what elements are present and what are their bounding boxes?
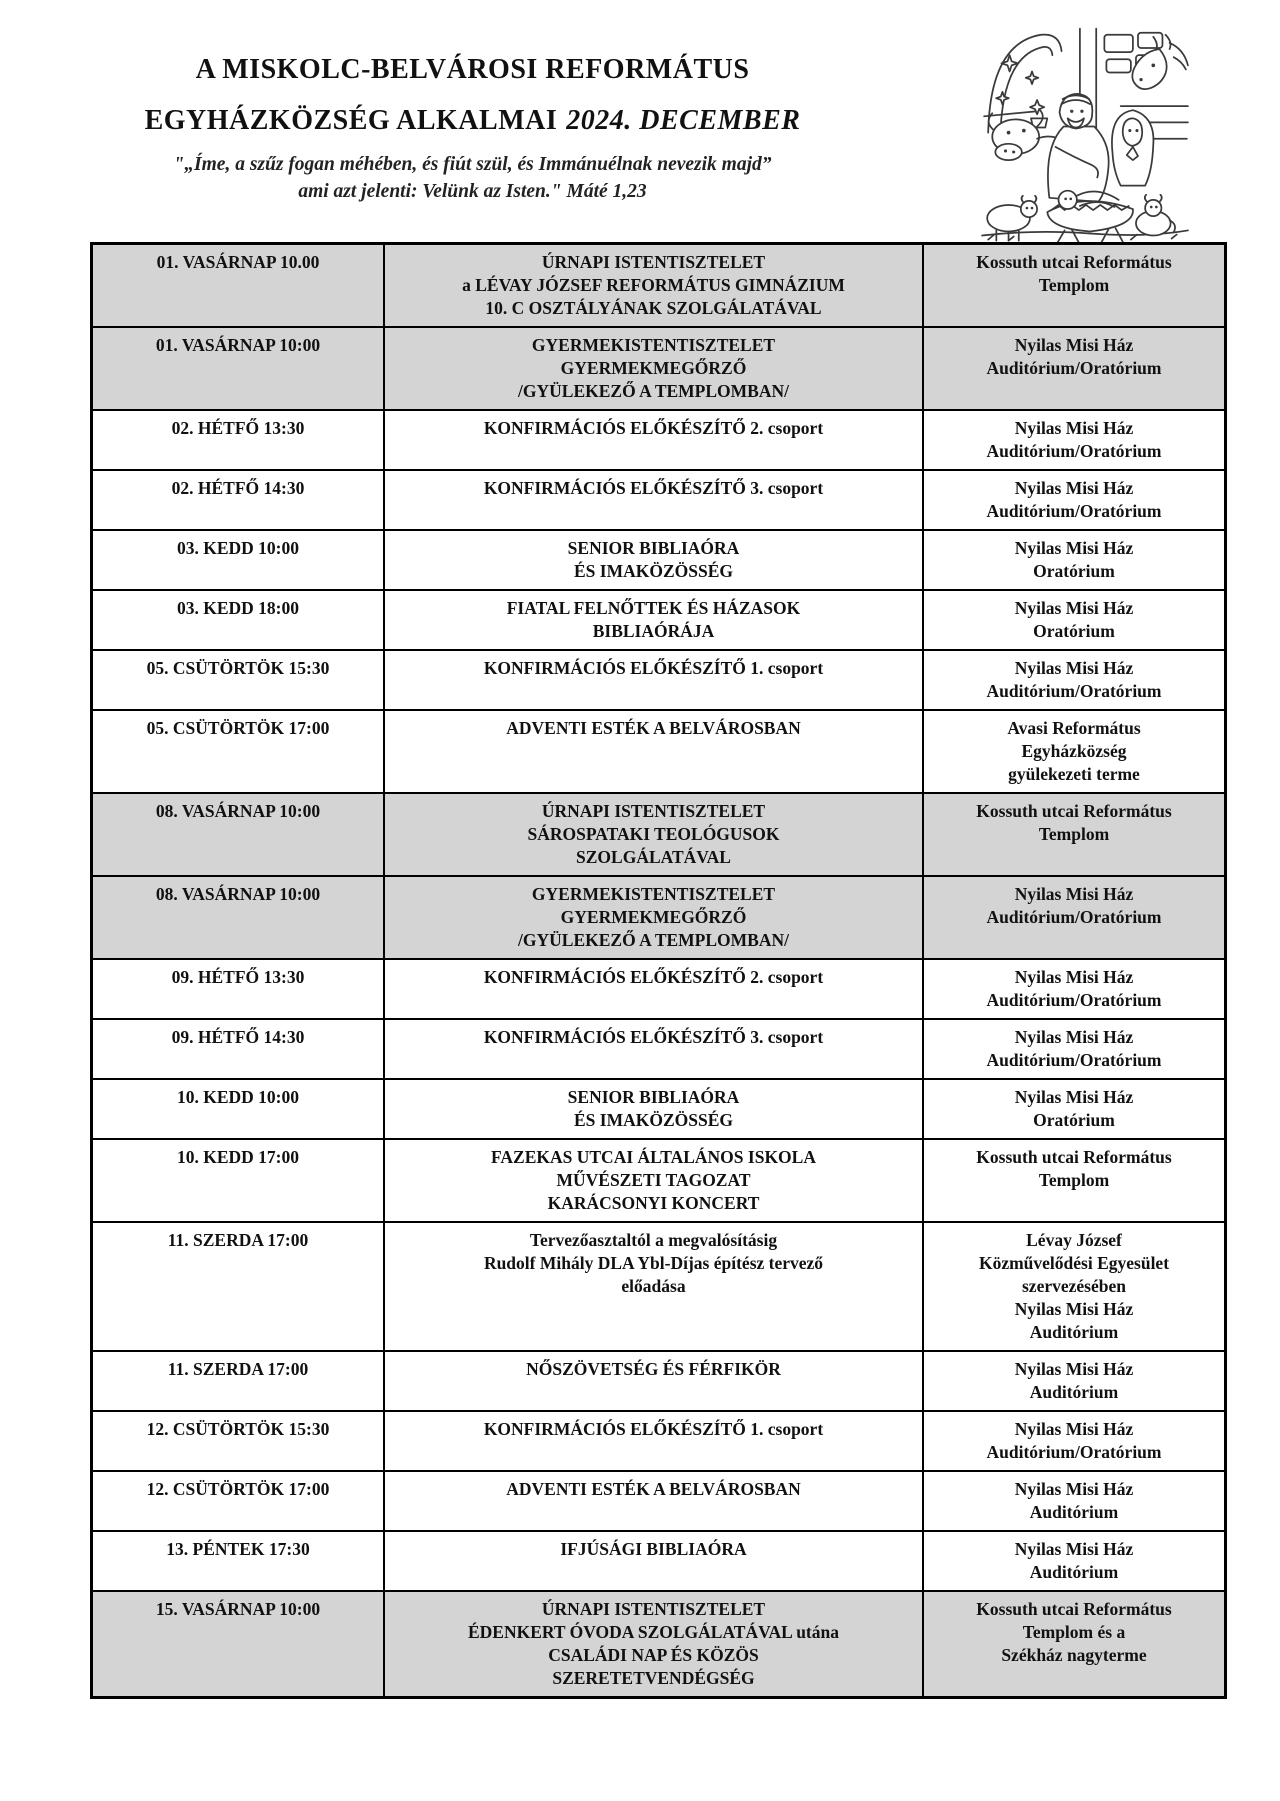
event-cell	[384, 1411, 923, 1471]
date-cell	[92, 1139, 385, 1222]
event-cell	[384, 530, 923, 590]
location-cell	[923, 1079, 1226, 1139]
location-line: Kossuth utcai Református	[976, 1599, 1172, 1619]
date-cell	[92, 710, 385, 793]
event-line: KONFIRMÁCIÓS ELŐKÉSZÍTŐ 2. csoport	[483, 418, 824, 438]
date-cell	[92, 650, 385, 710]
location-cell	[923, 410, 1226, 470]
table-row	[92, 1411, 1226, 1471]
location-line: Auditórium	[1029, 1382, 1119, 1402]
location-line: Nyilas Misi Ház	[1014, 1479, 1134, 1499]
location-cell	[923, 1411, 1226, 1471]
date-cell	[92, 1471, 385, 1531]
event-line: NŐSZÖVETSÉG ÉS FÉRFIKÖR	[526, 1359, 781, 1379]
event-line: ÚRNAPI ISTENTISZTELET	[541, 801, 766, 821]
location-line: Nyilas Misi Ház	[1014, 1539, 1134, 1559]
event-line: Rudolf Mihály DLA Ybl-Díjas építész tervező	[483, 1253, 824, 1273]
event-line: 10. C OSZTÁLYÁNAK SZOLGÁLATÁVAL	[485, 298, 822, 318]
location-cell	[923, 793, 1226, 876]
location-cell	[923, 244, 1226, 328]
page-title-month: 2024. DECEMBER	[566, 105, 801, 136]
date-time-text: 09. HÉTFŐ 13:30	[171, 967, 305, 987]
event-line: /GYÜLEKEZŐ A TEMPLOMBAN/	[518, 930, 789, 950]
date-cell	[92, 1411, 385, 1471]
location-line: Auditórium/Oratórium	[986, 358, 1162, 378]
event-cell	[384, 1531, 923, 1591]
location-cell	[923, 1222, 1226, 1351]
table-row	[92, 710, 1226, 793]
date-time-text: 02. HÉTFŐ 14:30	[171, 478, 305, 498]
event-line: KONFIRMÁCIÓS ELŐKÉSZÍTŐ 3. csoport	[483, 1027, 824, 1047]
location-line: Nyilas Misi Ház	[1014, 538, 1134, 558]
event-cell	[384, 1471, 923, 1531]
date-time-text: 13. PÉNTEK 17:30	[166, 1539, 310, 1559]
table-row	[92, 530, 1226, 590]
location-line: Auditórium/Oratórium	[986, 441, 1162, 461]
document-header	[0, 0, 945, 203]
location-cell	[923, 1591, 1226, 1698]
location-line: Auditórium/Oratórium	[986, 501, 1162, 521]
date-time-text: 11. SZERDA 17:00	[167, 1230, 309, 1250]
location-line: Kossuth utcai Református	[976, 801, 1172, 821]
event-cell	[384, 1139, 923, 1222]
event-cell	[384, 1222, 923, 1351]
table-row	[92, 470, 1226, 530]
event-line: ADVENTI ESTÉK A BELVÁROSBAN	[506, 718, 801, 738]
event-line: KONFIRMÁCIÓS ELŐKÉSZÍTŐ 1. csoport	[483, 1419, 824, 1439]
event-line: BIBLIAÓRÁJA	[592, 621, 715, 641]
location-line: Auditórium/Oratórium	[986, 907, 1162, 927]
location-line: Templom és a	[1022, 1622, 1126, 1642]
location-cell	[923, 1531, 1226, 1591]
date-time-text: 15. VASÁRNAP 10:00	[155, 1599, 321, 1619]
page-title-line2-text: EGYHÁZKÖZSÉG ALKALMAI	[144, 105, 558, 136]
event-cell	[384, 876, 923, 959]
table-row	[92, 410, 1226, 470]
date-cell	[92, 1222, 385, 1351]
event-line: ÚRNAPI ISTENTISZTELET	[541, 1599, 766, 1619]
location-cell	[923, 1351, 1226, 1411]
page-title-line2	[0, 105, 945, 137]
location-line: Nyilas Misi Ház	[1014, 1359, 1134, 1379]
event-cell	[384, 470, 923, 530]
event-line: SÁROSPATAKI TEOLÓGUSOK	[527, 824, 780, 844]
event-line: GYERMEKMEGŐRZŐ	[560, 358, 747, 378]
event-line: FAZEKAS UTCAI ÁLTALÁNOS ISKOLA	[491, 1147, 816, 1167]
location-cell	[923, 470, 1226, 530]
event-line: FIATAL FELNŐTTEK ÉS HÁZASOK	[506, 598, 801, 618]
date-cell	[92, 470, 385, 530]
event-cell	[384, 650, 923, 710]
location-line: Nyilas Misi Ház	[1014, 418, 1134, 438]
event-line: SZERETETVENDÉGSÉG	[552, 1668, 755, 1688]
page-title-line1: A MISKOLC-BELVÁROSI REFORMÁTUS	[195, 54, 750, 85]
event-line: ÚRNAPI ISTENTISZTELET	[541, 252, 766, 272]
location-line: Nyilas Misi Ház	[1014, 335, 1134, 355]
scripture-quote-line2: ami azt jelenti: Velünk az Isten." Máté 1,23	[298, 181, 647, 202]
date-cell	[92, 1019, 385, 1079]
location-line: Nyilas Misi Ház	[1014, 1299, 1134, 1319]
event-cell	[384, 793, 923, 876]
date-time-text: 05. CSÜTÖRTÖK 17:00	[146, 718, 330, 738]
schedule-table	[90, 242, 1227, 1699]
date-time-text: 08. VASÁRNAP 10:00	[155, 884, 321, 904]
location-line: Nyilas Misi Ház	[1014, 658, 1134, 678]
event-line: ÉS IMAKÖZÖSSÉG	[573, 561, 733, 581]
event-line: CSALÁDI NAP ÉS KÖZÖS	[548, 1645, 759, 1665]
event-line: MŰVÉSZETI TAGOZAT	[556, 1170, 751, 1190]
table-row	[92, 1222, 1226, 1351]
event-line: ÉDENKERT ÓVODA SZOLGÁLATÁVAL utána	[467, 1622, 839, 1642]
location-line: Templom	[1038, 1170, 1110, 1190]
event-cell	[384, 244, 923, 328]
event-cell	[384, 1079, 923, 1139]
date-time-text: 03. KEDD 18:00	[176, 598, 299, 618]
location-cell	[923, 710, 1226, 793]
location-line: Auditórium	[1029, 1502, 1119, 1522]
event-line: GYERMEKISTENTISZTELET	[531, 335, 776, 355]
location-line: Nyilas Misi Ház	[1014, 967, 1134, 987]
event-line: SENIOR BIBLIAÓRA	[567, 538, 740, 558]
table-row	[92, 1531, 1226, 1591]
location-cell	[923, 1019, 1226, 1079]
table-row	[92, 590, 1226, 650]
location-line: Avasi Református	[1007, 718, 1141, 738]
date-time-text: 10. KEDD 10:00	[176, 1087, 299, 1107]
location-line: Nyilas Misi Ház	[1014, 478, 1134, 498]
location-cell	[923, 590, 1226, 650]
event-cell	[384, 1351, 923, 1411]
event-cell	[384, 710, 923, 793]
date-time-text: 12. CSÜTÖRTÖK 15:30	[146, 1419, 330, 1439]
table-row	[92, 1591, 1226, 1698]
date-time-text: 10. KEDD 17:00	[176, 1147, 299, 1167]
event-line: GYERMEKISTENTISZTELET	[531, 884, 776, 904]
event-cell	[384, 1591, 923, 1698]
location-line: Nyilas Misi Ház	[1014, 1087, 1134, 1107]
date-time-text: 08. VASÁRNAP 10:00	[155, 801, 321, 821]
location-line: szervezésében	[1022, 1276, 1126, 1296]
event-line: a LÉVAY JÓZSEF REFORMÁTUS GIMNÁZIUM	[462, 275, 845, 295]
date-cell	[92, 1351, 385, 1411]
event-cell	[384, 327, 923, 410]
date-cell	[92, 876, 385, 959]
date-time-text: 09. HÉTFŐ 14:30	[171, 1027, 305, 1047]
date-cell	[92, 1079, 385, 1139]
event-line: ADVENTI ESTÉK A BELVÁROSBAN	[506, 1479, 801, 1499]
event-cell	[384, 590, 923, 650]
event-cell	[384, 1019, 923, 1079]
event-line: Tervezőasztaltól a megvalósításig	[529, 1230, 778, 1250]
location-line: Székház nagyterme	[1001, 1645, 1147, 1665]
date-cell	[92, 1531, 385, 1591]
event-cell	[384, 959, 923, 1019]
location-line: Auditórium	[1029, 1322, 1119, 1342]
location-line: Templom	[1038, 275, 1110, 295]
location-line: Nyilas Misi Ház	[1014, 1419, 1134, 1439]
location-line: Közművelődési Egyesület	[978, 1253, 1170, 1273]
table-row	[92, 1139, 1226, 1222]
location-line: Lévay József	[1026, 1230, 1122, 1250]
event-line: SENIOR BIBLIAÓRA	[567, 1087, 740, 1107]
location-cell	[923, 1139, 1226, 1222]
date-time-text: 11. SZERDA 17:00	[167, 1359, 309, 1379]
scripture-quote-line1: "„Íme, a szűz fogan méhében, és fiút szül, és Immánuélnak nevezik majd”	[173, 154, 772, 175]
location-cell	[923, 327, 1226, 410]
event-line: /GYÜLEKEZŐ A TEMPLOMBAN/	[518, 381, 789, 401]
date-cell	[92, 327, 385, 410]
location-line: Nyilas Misi Ház	[1014, 598, 1134, 618]
location-cell	[923, 959, 1226, 1019]
location-line: Auditórium/Oratórium	[986, 990, 1162, 1010]
location-line: Templom	[1038, 824, 1110, 844]
date-cell	[92, 530, 385, 590]
table-row	[92, 793, 1226, 876]
location-line: Kossuth utcai Református	[976, 252, 1172, 272]
location-line: Oratórium	[1033, 621, 1115, 641]
date-time-text: 01. VASÁRNAP 10.00	[156, 252, 320, 272]
location-line: Oratórium	[1033, 1110, 1115, 1130]
location-cell	[923, 876, 1226, 959]
location-line: Nyilas Misi Ház	[1014, 1027, 1134, 1047]
table-row	[92, 650, 1226, 710]
event-line: ÉS IMAKÖZÖSSÉG	[573, 1110, 733, 1130]
location-line: Oratórium	[1033, 561, 1115, 581]
table-row	[92, 1019, 1226, 1079]
location-line: Auditórium	[1029, 1562, 1119, 1582]
event-line: IFJÚSÁGI BIBLIAÓRA	[560, 1539, 747, 1559]
event-line: KONFIRMÁCIÓS ELŐKÉSZÍTŐ 3. csoport	[483, 478, 824, 498]
date-cell	[92, 1591, 385, 1698]
nativity-scene-illustration	[978, 12, 1192, 242]
table-row	[92, 959, 1226, 1019]
event-line: SZOLGÁLATÁVAL	[576, 847, 731, 867]
location-line: Auditórium/Oratórium	[986, 1050, 1162, 1070]
date-cell	[92, 793, 385, 876]
date-time-text: 05. CSÜTÖRTÖK 15:30	[146, 658, 330, 678]
location-cell	[923, 1471, 1226, 1531]
date-time-text: 01. VASÁRNAP 10:00	[155, 335, 321, 355]
date-time-text: 03. KEDD 10:00	[176, 538, 299, 558]
table-row	[92, 1079, 1226, 1139]
date-time-text: 12. CSÜTÖRTÖK 17:00	[146, 1479, 330, 1499]
location-line: Nyilas Misi Ház	[1014, 884, 1134, 904]
date-cell	[92, 959, 385, 1019]
table-row	[92, 244, 1226, 328]
location-cell	[923, 530, 1226, 590]
date-cell	[92, 590, 385, 650]
location-line: Kossuth utcai Református	[976, 1147, 1172, 1167]
location-line: Auditórium/Oratórium	[986, 681, 1162, 701]
event-cell	[384, 410, 923, 470]
event-line: előadása	[621, 1276, 686, 1296]
date-time-text: 02. HÉTFŐ 13:30	[171, 418, 305, 438]
event-line: KONFIRMÁCIÓS ELŐKÉSZÍTŐ 1. csoport	[483, 658, 824, 678]
event-line: GYERMEKMEGŐRZŐ	[560, 907, 747, 927]
event-line: KONFIRMÁCIÓS ELŐKÉSZÍTŐ 2. csoport	[483, 967, 824, 987]
table-row	[92, 1351, 1226, 1411]
location-cell	[923, 650, 1226, 710]
schedule-table-body	[92, 244, 1226, 1698]
location-line: Egyházközség	[1021, 741, 1127, 761]
event-line: KARÁCSONYI KONCERT	[547, 1193, 760, 1213]
location-line: gyülekezeti terme	[1008, 764, 1140, 784]
date-cell	[92, 244, 385, 328]
table-row	[92, 327, 1226, 410]
location-line: Auditórium/Oratórium	[986, 1442, 1162, 1462]
date-cell	[92, 410, 385, 470]
table-row	[92, 1471, 1226, 1531]
table-row	[92, 876, 1226, 959]
